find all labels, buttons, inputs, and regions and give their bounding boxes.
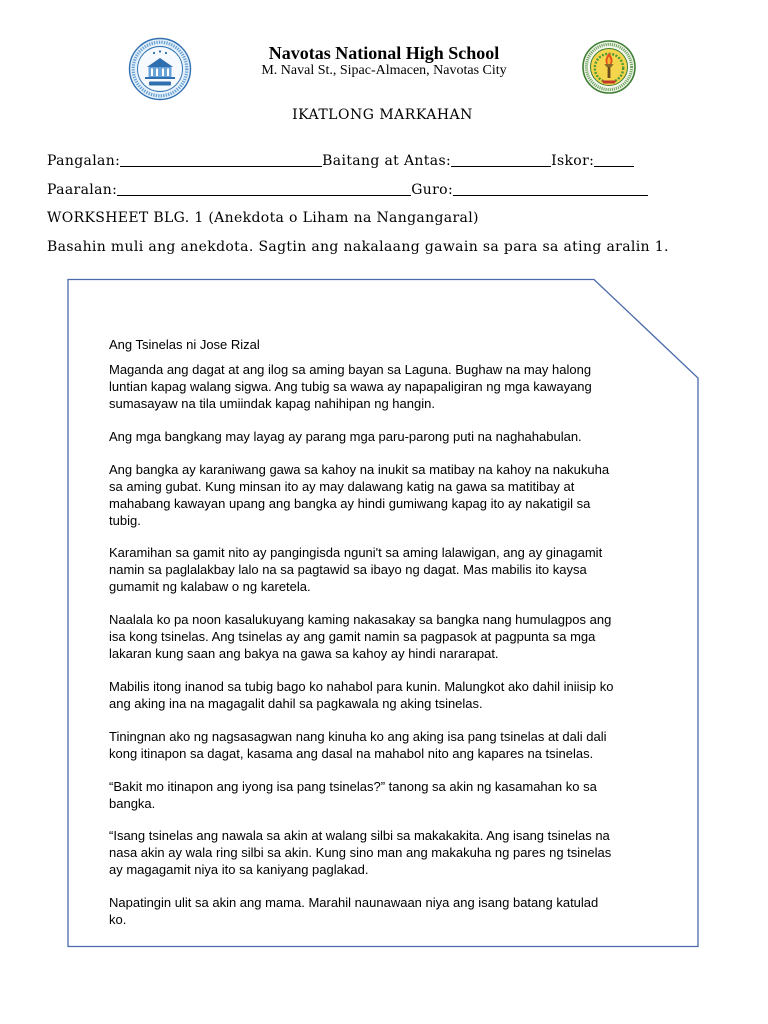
story-line: ay magagamit niya ito sa kaniyang paglakad. — [109, 862, 369, 878]
story-paragraph-7 — [109, 728, 689, 762]
story-line: “Isang tsinelas ang nawala sa akin at walang silbi sa makakakita. Ang isang tsinelas na — [109, 828, 610, 844]
story-content — [109, 336, 689, 928]
teacher-blank-line — [453, 194, 648, 196]
story-line: mahabang kawayan upang ang bangka ay hindi gumiwang kapag ito ay nakatigil sa — [109, 495, 591, 511]
story-paragraph-5 — [109, 611, 689, 662]
score-blank-line — [594, 165, 634, 167]
grade-section-blank-line — [451, 165, 551, 167]
grade-section-label: Baitang at Antas: — [322, 153, 452, 169]
story-line: gumamit ng kalabaw o ng karetela. — [109, 579, 311, 595]
school-address: M. Naval St., Sipac-Almacen, Navotas City — [261, 63, 507, 78]
story-line: isa kong tsinelas. Ang tsinelas ay ang gamit namin sa pagpasok at pagpunta sa mga — [109, 629, 596, 645]
instructions: Basahin muli ang anekdota. Sagtin ang nakalaang gawain sa para sa ating aralin 1. — [47, 239, 669, 255]
story-paragraph-2 — [109, 428, 689, 445]
story-paragraph-1 — [109, 361, 689, 412]
story-paragraph-10 — [109, 894, 689, 928]
story-line: bangka. — [109, 795, 156, 811]
school-teacher-row — [47, 181, 648, 199]
seal-banner — [149, 82, 171, 86]
story-line: sa aming gubat. Kung minsan ito ay may dalawang katig na gawa sa matitibay at — [109, 478, 575, 494]
quarter-heading: IKATLONG MARKAHAN — [292, 107, 473, 123]
teacher-label: Guro: — [411, 182, 454, 198]
story-line: nasa akin ay wala ring silbi sa akin. Kung sino man ang makakuha ng pares ng tsinelas — [109, 845, 612, 861]
story-line: lakaran kung saan ang bakya na gawa sa kahoy ay hindi nararapat. — [109, 646, 499, 662]
student-info-row — [47, 152, 634, 170]
story-line: Karamihan sa gamit nito ay pangingisda nguni't sa aming lalawigan, ang ay ginagamit — [109, 545, 603, 561]
story-title: Ang Tsinelas ni Jose Rizal — [109, 337, 260, 352]
story-line: kong itinapon sa dagat, kasama ang dasal na mahabol nito ang kapares na tsinelas. — [109, 745, 594, 761]
name-label: Pangalan: — [47, 153, 121, 169]
school-label: Paaralan: — [47, 182, 118, 198]
story-line: ko. — [109, 912, 127, 928]
story-line: Maganda ang dagat at ang ilog sa aming bayan sa Laguna. Bughaw na may halong — [109, 362, 592, 377]
story-paragraph-9 — [109, 827, 689, 878]
emblem-ribbon — [602, 81, 617, 84]
school-name: Navotas National High School — [268, 43, 500, 63]
story-line: Ang bangka ay karaniwang gawa sa kahoy na inukit sa matibay na kahoy na nakukuha — [109, 461, 610, 477]
story-line: Tiningnan ako ng nagsasagwan nang kinuha ko ang aking isa pang tsinelas at dali dali — [109, 728, 607, 744]
story-line: ang aking ina na magagalit dahil sa pagkawala ng aking tsinelas. — [109, 695, 483, 711]
story-paragraph-8 — [109, 778, 689, 812]
story-line: Napatingin ulit sa akin ang mama. Marahil naunawaan niya ang isang batang katulad — [109, 895, 599, 911]
story-line: tubig. — [109, 512, 141, 528]
story-line: Ang mga bangkang may layag ay parang mga paru-parong puti na naghahabulan. — [109, 428, 582, 444]
story-line: Naalala ko pa noon kasalukuyang kaming nakasakay sa bangka nang humulagpos ang — [109, 612, 612, 628]
story-paragraph-4 — [109, 544, 689, 595]
story-line: Mabilis itong inanod sa tubig bago ko nahabol para kunin. Malungkot ako dahil iniisip ko — [109, 678, 614, 694]
story-line: luntian kapag walang sigwa. Ang tubig sa wawa ay napapaligiran ng mga kawayang — [109, 379, 592, 394]
score-label: Iskor: — [551, 153, 595, 169]
story-paragraph-6 — [109, 678, 689, 712]
name-blank-line — [120, 165, 322, 167]
story-line: “Bakit mo itinapon ang iyong isa pang tsinelas?” tanong sa akin ng kasamahan ko sa — [109, 778, 597, 794]
story-line: namin sa paglalakbay lalo na sa pagtawid sa ibayo ng dagat. Mas mabilis ito kaysa — [109, 562, 587, 578]
school-blank-line — [117, 194, 411, 196]
story-paragraph-3 — [109, 461, 689, 529]
worksheet-title: WORKSHEET BLG. 1 (Anekdota o Liham na Nangangaral) — [47, 210, 479, 226]
story-line: sumasayaw na tila umiindak kapag nahihipan ng hangin. — [109, 396, 435, 411]
